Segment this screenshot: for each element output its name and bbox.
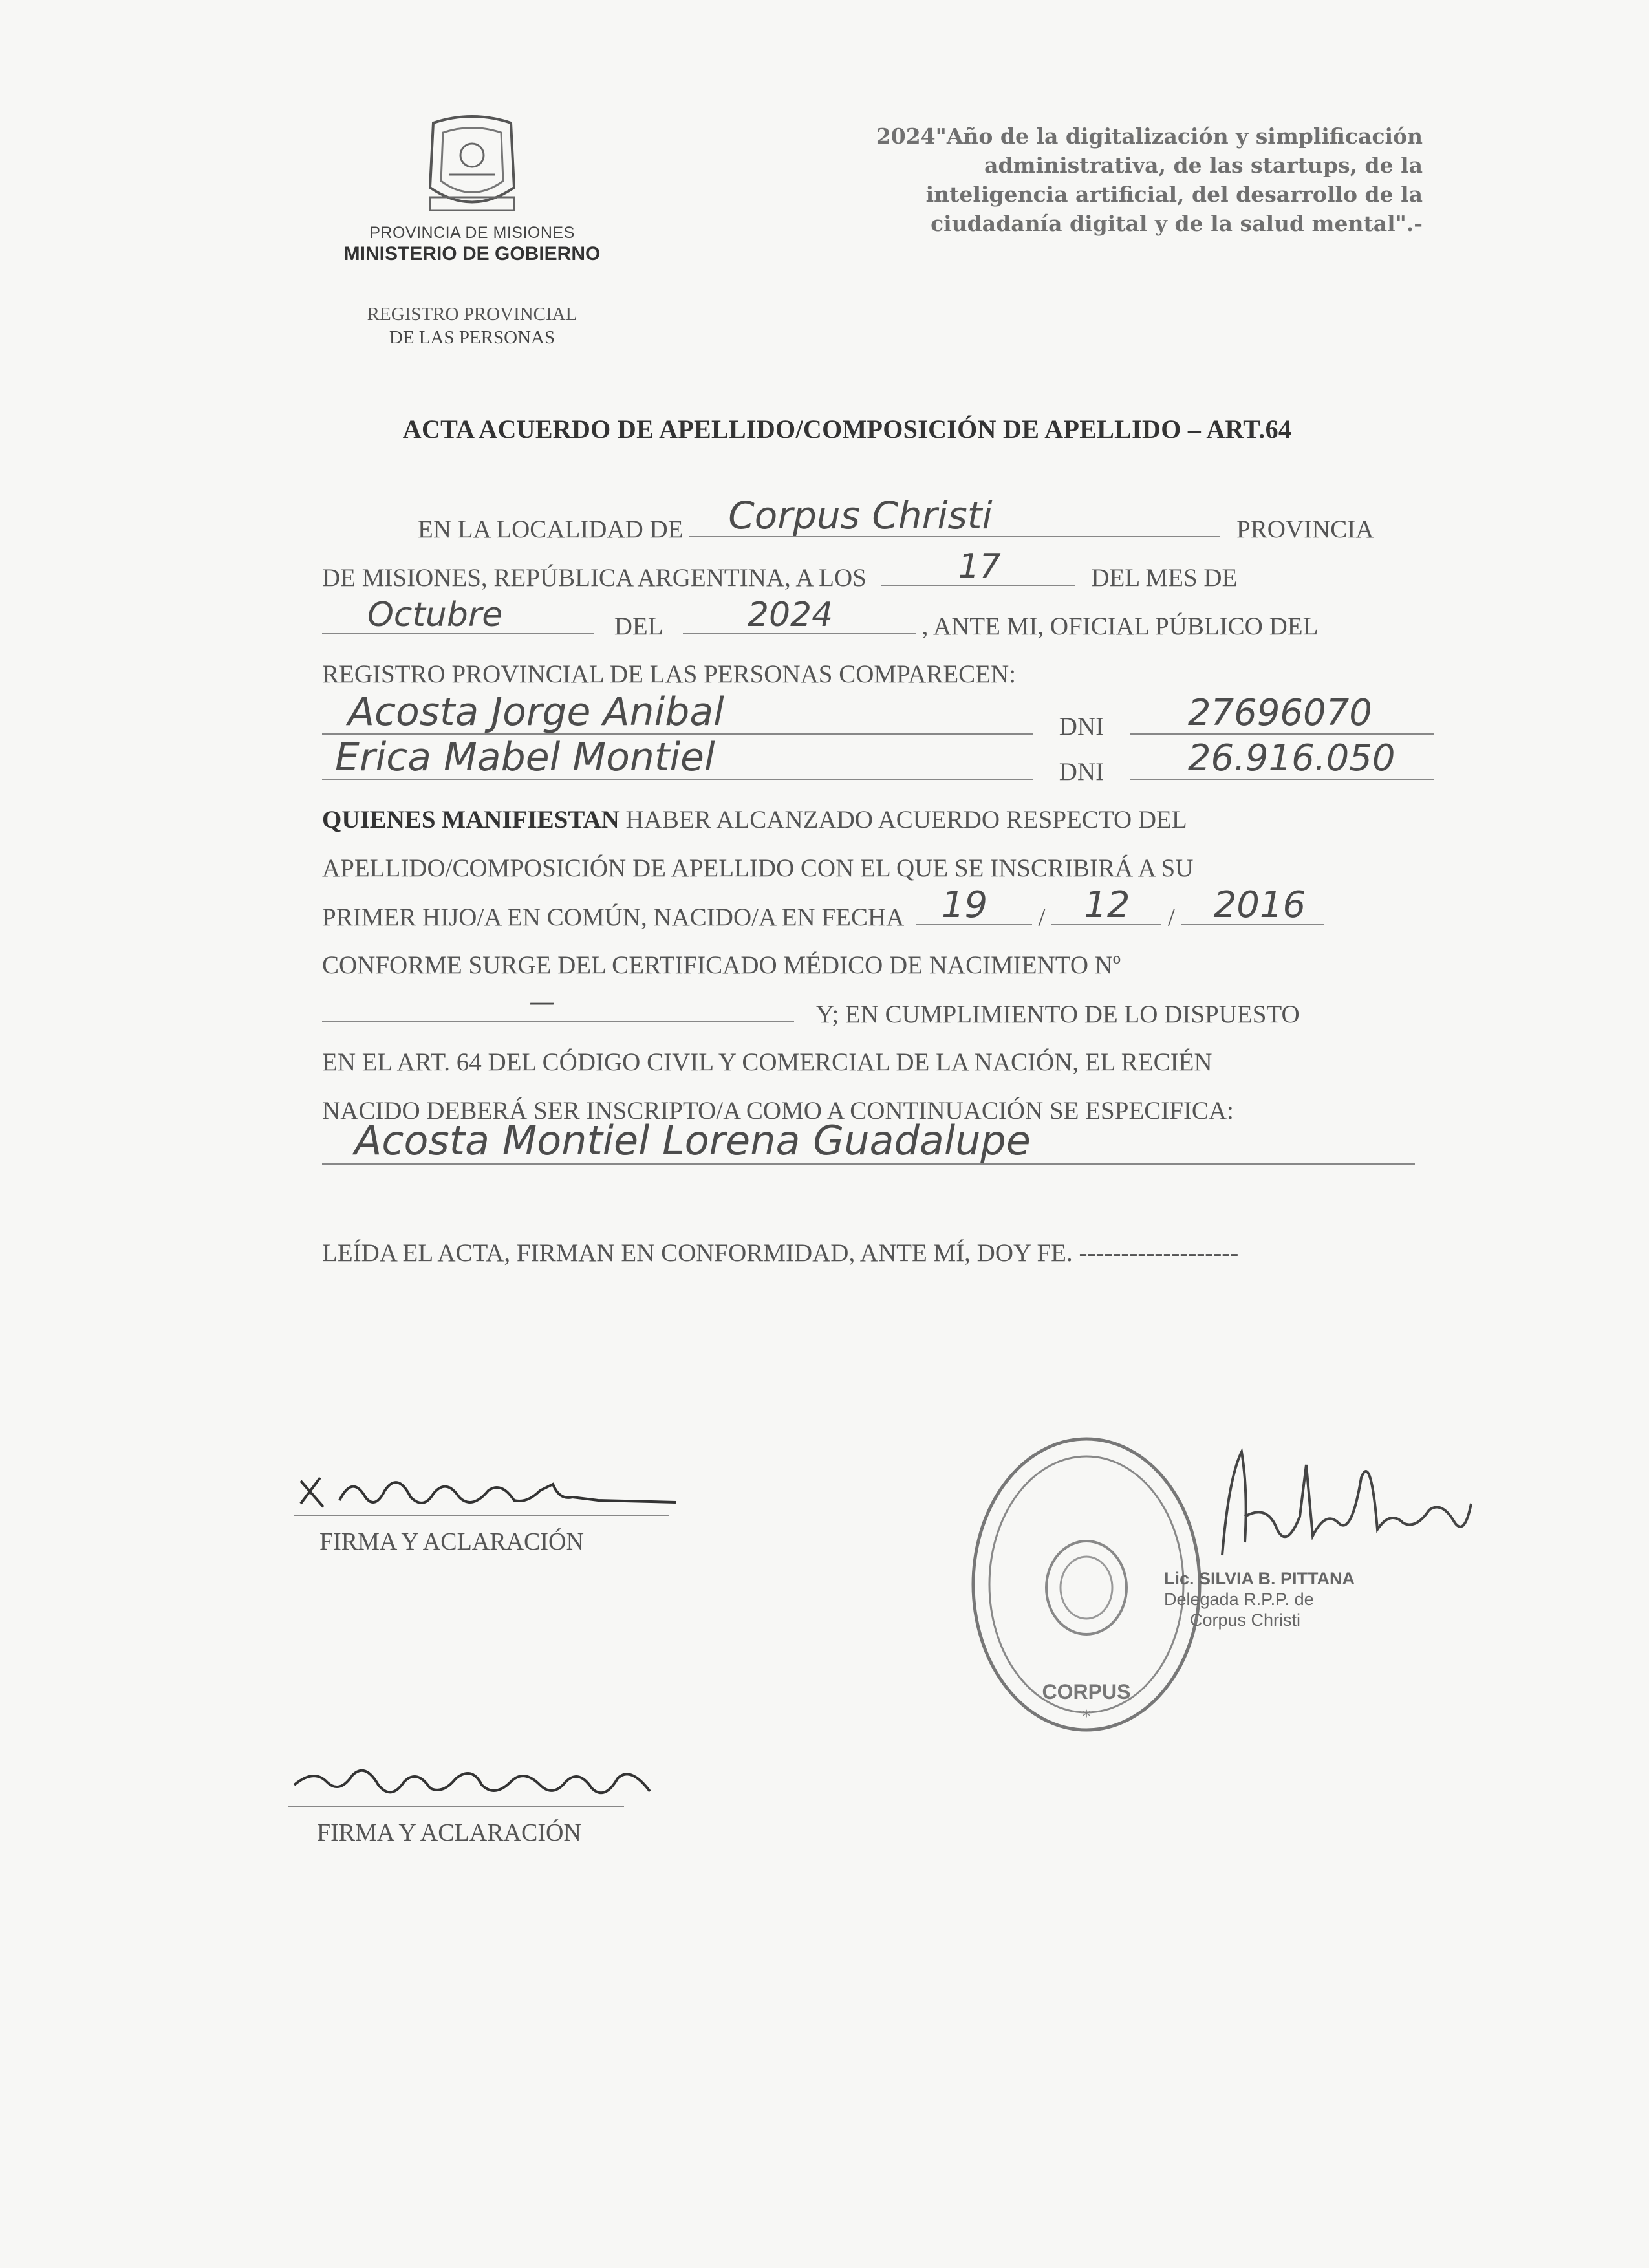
official-name: Lic. SILVIA B. PITTANA <box>1164 1569 1355 1588</box>
birth-day: 19 <box>941 884 988 926</box>
compliance-text: Y; EN CUMPLIMIENTO DE LO DISPUESTO <box>815 1000 1300 1028</box>
person-1-dni-field[interactable] <box>1130 692 1434 735</box>
stamp-town: CORPUS <box>1042 1680 1131 1703</box>
province-name: PROVINCIA DE MISIONES <box>369 224 575 242</box>
person-2-dni: 26.916.050 <box>1187 737 1396 779</box>
svg-text:*: * <box>1082 1707 1091 1727</box>
dni-label: DNI <box>1059 713 1105 740</box>
form-line-month-year <box>322 596 1421 641</box>
form-line-certificate: CONFORME SURGE DEL CERTIFICADO MÉDICO DE NACIMIENTO Nº <box>322 951 1121 979</box>
person-2-name-field[interactable] <box>322 735 1033 780</box>
year-field[interactable] <box>683 596 916 634</box>
dni-label: DNI <box>1059 758 1105 786</box>
form-line-locality <box>322 493 1421 544</box>
motto-line: administrativa, de las startups, de la <box>984 153 1423 178</box>
form-line-article: EN EL ART. 64 DEL CÓDIGO CIVIL Y COMERCIAL DE LA NACIÓN, EL RECIÉN <box>322 1048 1212 1076</box>
form-line-day <box>322 547 1421 592</box>
registry-line-1: REGISTRO PROVINCIAL <box>367 304 577 325</box>
child-name-field[interactable] <box>322 1117 1415 1165</box>
signature-1 <box>294 1465 682 1523</box>
signature-2 <box>288 1756 676 1814</box>
signature-1-label: FIRMA Y ACLARACIÓN <box>319 1528 584 1555</box>
signature-2-label: FIRMA Y ACLARACIÓN <box>317 1819 581 1846</box>
form-line-appear: REGISTRO PROVINCIAL DE LAS PERSONAS COMPARECEN: <box>322 660 1017 688</box>
form-line-specify: NACIDO DEBERÁ SER INSCRIPTO/A COMO A CONTINUACIÓN SE ESPECIFICA: <box>322 1097 1234 1125</box>
official-town: Corpus Christi <box>1190 1610 1301 1630</box>
official-seal-text <box>1164 1568 1355 1630</box>
official-text: , ANTE MI, OFICIAL PÚBLICO DEL <box>921 612 1319 640</box>
person-2-dni-field[interactable] <box>1130 737 1434 780</box>
province-label: PROVINCIA <box>1236 515 1374 543</box>
birth-month: 12 <box>1084 884 1130 926</box>
year-label: DEL <box>614 612 663 640</box>
registry-line-2: DE LAS PERSONAS <box>389 327 555 348</box>
form-line-surname: APELLIDO/COMPOSICIÓN DE APELLIDO CON EL QUE SE INSCRIBIRÁ A SU <box>322 854 1194 882</box>
person-2-name: Erica Mabel Montiel <box>335 735 715 780</box>
month-label: DEL MES DE <box>1091 564 1238 592</box>
form-line-child-name <box>322 1117 1421 1171</box>
official-signature <box>1216 1439 1474 1568</box>
birth-date-label: PRIMER HIJO/A EN COMÚN, NACIDO/A EN FECHA <box>322 903 903 931</box>
day-field[interactable] <box>881 547 1075 586</box>
form-line-person-2 <box>322 735 1421 786</box>
agreement-text: HABER ALCANZADO ACUERDO RESPECTO DEL <box>625 806 1187 834</box>
official-role: Delegada R.P.P. de <box>1164 1590 1314 1609</box>
locality-value: Corpus Christi <box>728 493 993 537</box>
child-name: Acosta Montiel Lorena Guadalupe <box>354 1117 1031 1164</box>
motto-line: ciudadanía digital y de la salud mental".- <box>931 211 1423 236</box>
motto-line: 2024"Año de la digitalización y simplificación <box>876 124 1423 149</box>
day-value: 17 <box>958 547 1001 586</box>
locality-field[interactable] <box>689 493 1220 537</box>
year-value: 2024 <box>747 596 834 634</box>
cert-number: — <box>529 988 555 1017</box>
agreement-bold: QUIENES MANIFIESTAN <box>322 806 620 834</box>
cert-number-field[interactable] <box>322 988 794 1022</box>
closing-statement: LEÍDA EL ACTA, FIRMAN EN CONFORMIDAD, ANTE MÍ, DOY FE. ------------------- <box>322 1239 1239 1267</box>
form-line-cert-number <box>322 988 1421 1029</box>
birth-year-field[interactable] <box>1181 884 1324 926</box>
birth-day-field[interactable] <box>916 884 1032 926</box>
birth-month-field[interactable] <box>1051 884 1161 926</box>
month-field[interactable] <box>322 596 594 634</box>
day-label: DE MISIONES, REPÚBLICA ARGENTINA, A LOS <box>322 564 867 592</box>
form-line-agreement <box>322 805 1421 834</box>
year-motto <box>789 122 1423 238</box>
ministry-name: MINISTERIO DE GOBIERNO <box>343 243 601 265</box>
coat-of-arms-logo <box>414 110 530 220</box>
month-value: Octubre <box>367 596 503 634</box>
person-1-name: Acosta Jorge Anibal <box>348 689 724 735</box>
motto-line: inteligencia artificial, del desarrollo de la <box>925 182 1423 207</box>
document-title: ACTA ACUERDO DE APELLIDO/COMPOSICIÓN DE APELLIDO – ART.64 <box>402 415 1292 444</box>
locality-label: EN LA LOCALIDAD DE <box>418 515 684 543</box>
person-1-name-field[interactable] <box>322 689 1033 735</box>
birth-year: 2016 <box>1213 884 1306 926</box>
person-1-dni: 27696070 <box>1187 692 1372 734</box>
form-line-birth-date: PRIMER HIJO/A EN COMÚN, NACIDO/A EN FECHA 19 / 12 / 2016 <box>322 902 1421 932</box>
